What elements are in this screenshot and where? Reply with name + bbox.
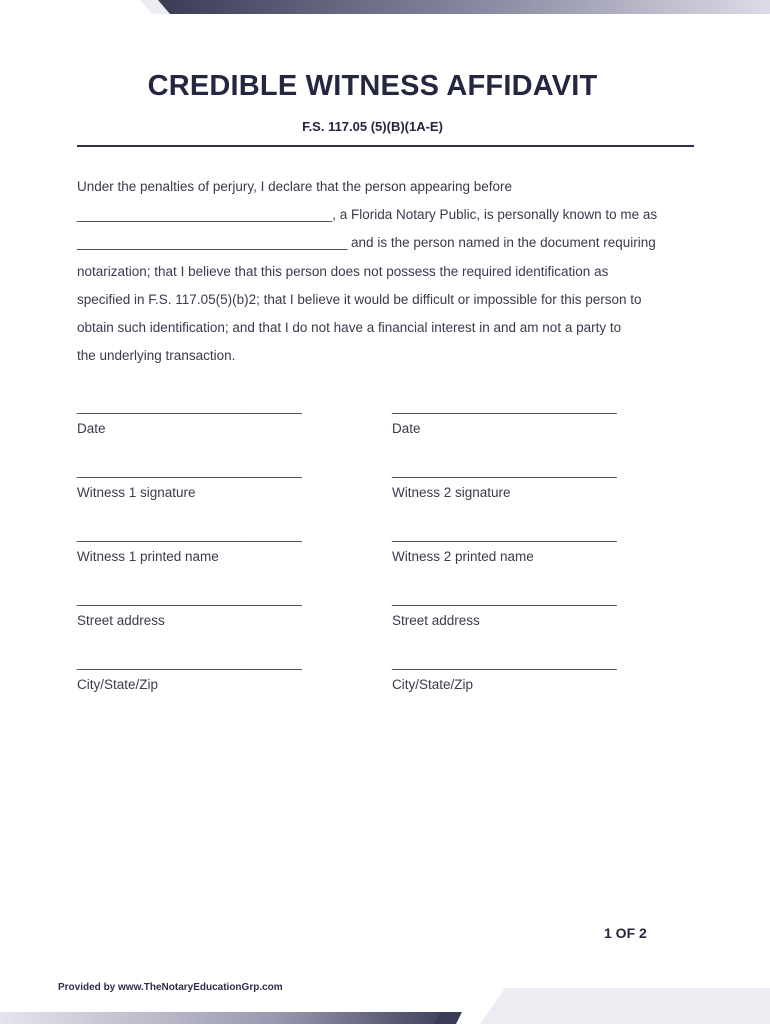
title-divider <box>77 145 694 147</box>
field-label: Witness 2 signature <box>392 485 511 500</box>
body-line: ____________________________________ and is the person named in the document requiring <box>77 235 656 251</box>
signature-blank-line[interactable]: ________________________________ <box>392 463 617 478</box>
signature-blank-line[interactable]: ________________________________ <box>77 463 302 478</box>
signature-blank-line[interactable]: ________________________________ <box>392 527 617 542</box>
field-label: Street address <box>392 613 480 628</box>
signature-blank-line[interactable]: ________________________________ <box>392 399 617 414</box>
field-label: City/State/Zip <box>392 677 474 692</box>
field-label: Date <box>77 421 106 436</box>
body-line: obtain such identification; and that I do not have a financial interest in and am not a party to <box>77 320 622 336</box>
body-line: specified in F.S. 117.05(5)(b)2; that I believe it would be difficult or impossible for this person to <box>77 291 642 307</box>
signature-blank-line[interactable]: ________________________________ <box>392 655 617 670</box>
signature-blank-line[interactable]: ________________________________ <box>77 591 302 606</box>
witness-1-street-address-field[interactable] <box>77 590 317 654</box>
witness-2-printed-name-field[interactable] <box>392 526 632 590</box>
body-line: __________________________________, a Florida Notary Public, is personally known to me as <box>77 207 658 223</box>
witness-1-fields <box>77 398 317 718</box>
signature-blank-line[interactable]: ________________________________ <box>77 655 302 670</box>
witness-2-street-address-field[interactable] <box>392 590 632 654</box>
field-label: Witness 1 signature <box>77 485 196 500</box>
witness-2-city-state-zip-field[interactable] <box>392 654 632 718</box>
field-label: Witness 2 printed name <box>392 549 534 564</box>
body-line: the underlying transaction. <box>77 348 236 364</box>
affidavit-body <box>77 173 702 370</box>
witness-2-fields <box>392 398 632 718</box>
witness-1-signature-field[interactable] <box>77 462 317 526</box>
witness-1-city-state-zip-field[interactable] <box>77 654 317 718</box>
field-label: Witness 1 printed name <box>77 549 219 564</box>
field-label: Street address <box>77 613 165 628</box>
statute-reference: F.S. 117.05 (5)(B)(1A-E) <box>302 119 443 134</box>
top-decorative-band <box>0 0 770 14</box>
document-title: CREDIBLE WITNESS AFFIDAVIT <box>147 70 598 102</box>
bottom-decorative-band <box>0 988 770 1024</box>
field-label: City/State/Zip <box>77 677 159 692</box>
field-label: Date <box>392 421 421 436</box>
page-number: 1 OF 2 <box>604 925 647 941</box>
witness-1-printed-name-field[interactable] <box>77 526 317 590</box>
provided-by-footer: Provided by www.TheNotaryEducationGrp.com <box>58 982 283 993</box>
witness-2-date-field[interactable] <box>392 398 632 462</box>
witness-1-date-field[interactable] <box>77 398 317 462</box>
witness-2-signature-field[interactable] <box>392 462 632 526</box>
signature-blank-line[interactable]: ________________________________ <box>77 399 302 414</box>
signature-blank-line[interactable]: ________________________________ <box>77 527 302 542</box>
signature-blank-line[interactable]: ________________________________ <box>392 591 617 606</box>
body-line: notarization; that I believe that this person does not possess the required identification as <box>77 263 609 279</box>
body-line: Under the penalties of perjury, I declare that the person appearing before <box>77 179 513 194</box>
